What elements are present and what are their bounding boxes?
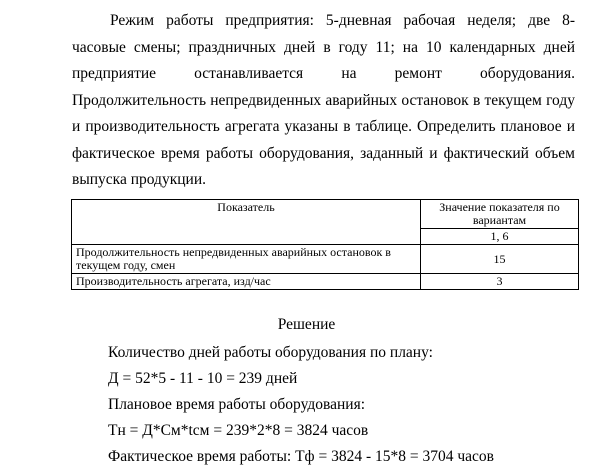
table-header-row: [72, 200, 579, 229]
solution-title: Решение: [277, 316, 336, 333]
solution-line: Количество дней работы оборудования по плану:: [108, 344, 433, 361]
table-row: [72, 274, 579, 290]
row-name: Продолжительность непредвиденных аварийных остановок в текущем году, смен: [72, 245, 421, 274]
header-indicator: Показатель: [72, 200, 421, 245]
task-paragraph: Режим работы предприятия: 5-дневная рабочая неделя; две 8- часовые смены; праздничных дней в году 11; на 10 календарных дней предприятие останавливается на ремонт оборудования. Продолжительность непредвиденных аварийных остановок в текущем году и производительность агрегата указаны в таблице. Определить плановое и фактическое время работы оборудования, заданный и фактический объем выпуска продукции.: [72, 12, 575, 188]
solution-line: Фактическое время работы: Тф = 3824 - 15*8 = 3704 часов: [108, 448, 494, 465]
solution-formula: Тн = Д*См*tсм = 239*2*8 = 3824 часов: [108, 422, 369, 439]
table-row: [72, 245, 579, 274]
solution-line: Плановое время работы оборудования:: [108, 396, 366, 413]
solution-formula: Д = 52*5 - 11 - 10 = 239 дней: [108, 370, 298, 387]
row-value: 3: [421, 274, 579, 290]
parameters-table: [71, 199, 579, 290]
variant-cell: 1, 6: [421, 229, 579, 245]
row-value: 15: [421, 245, 579, 274]
row-name: Производительность агрегата, изд/час: [72, 274, 421, 290]
header-value: Значение показателя по вариантам: [421, 200, 579, 229]
